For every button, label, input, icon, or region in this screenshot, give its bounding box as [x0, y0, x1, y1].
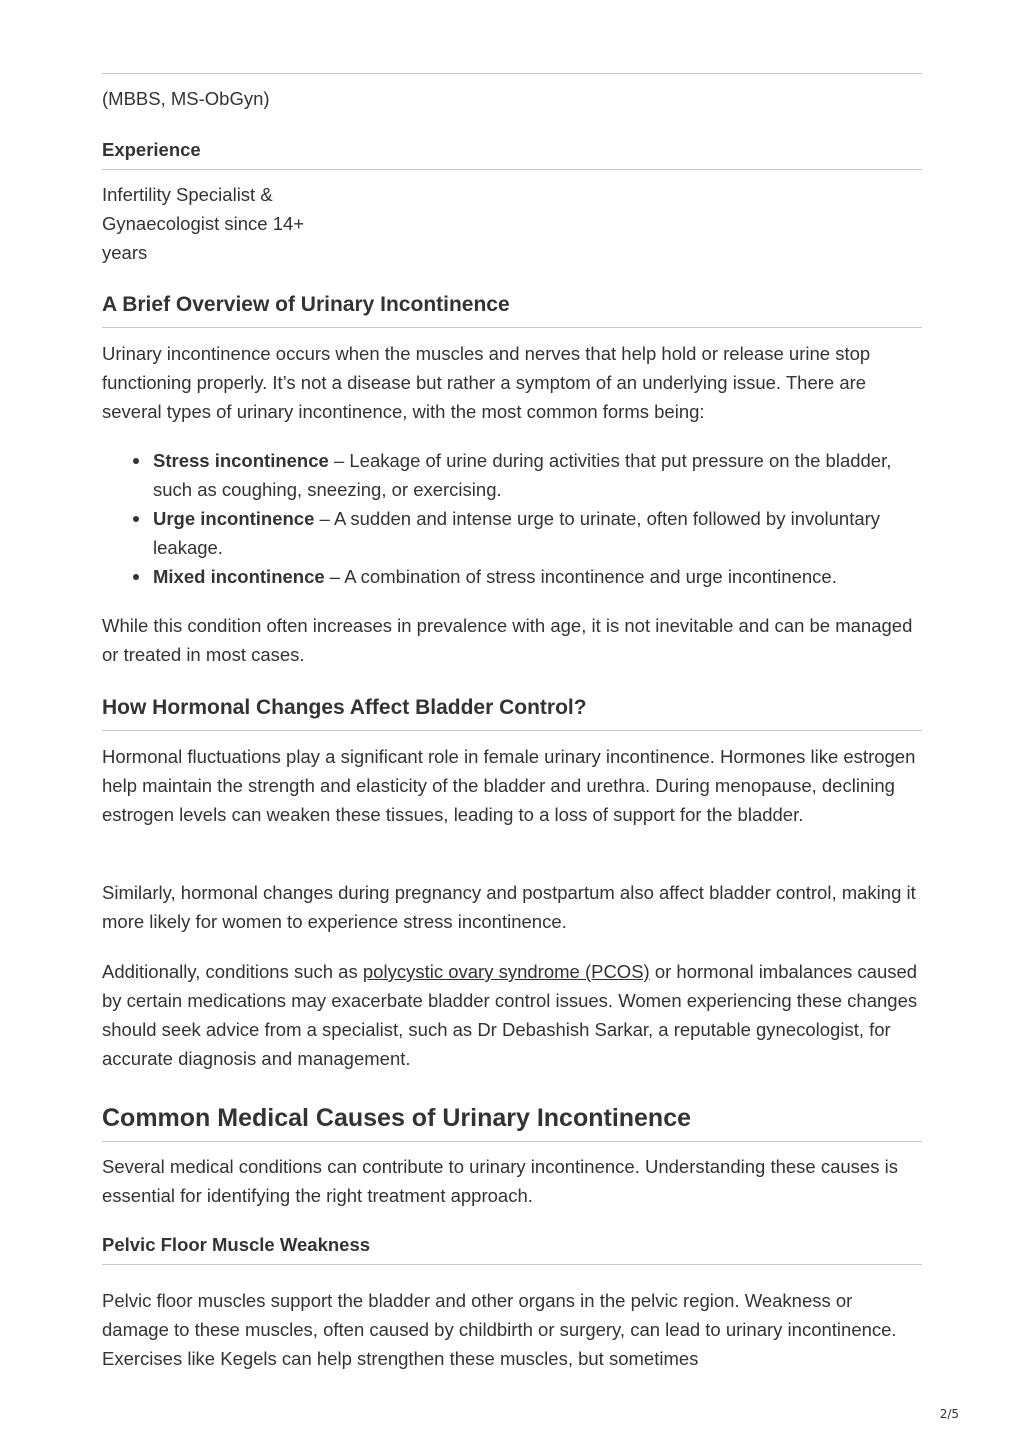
overview-intro: Urinary incontinence occurs when the muscles and nerves that help hold or release urine stop functioning properly. It’s not a disease but rather a symptom of an underlying issue. There are several types of urinary incontinence, with the most common forms being: [102, 343, 871, 422]
experience-text [102, 180, 402, 267]
divider [102, 1264, 922, 1265]
section-heading-overview: A Brief Overview of Urinary Incontinence [102, 293, 510, 316]
bullet-icon [133, 458, 139, 464]
list-item-text: – A sudden and intense urge to urinate, often followed by involuntary leakage. [153, 508, 881, 558]
divider [102, 169, 922, 170]
section-heading-medical-causes: Common Medical Causes of Urinary Incontinence [102, 1104, 692, 1132]
subsection-heading-pelvic-floor: Pelvic Floor Muscle Weakness [102, 1234, 371, 1255]
bullet-icon [133, 574, 139, 580]
divider [102, 1141, 922, 1142]
experience-line: Infertility Specialist & [102, 184, 273, 205]
list-item-term: Urge incontinence [153, 508, 315, 529]
list-item [102, 446, 922, 504]
pcos-link[interactable]: polycystic ovary syndrome (PCOS) [362, 961, 650, 982]
list-item [102, 562, 922, 591]
divider [102, 730, 922, 731]
bullet-icon [133, 516, 139, 522]
overview-closing: While this condition often increases in prevalence with age, it is not inevitable and can be managed or treated in most cases. [102, 615, 913, 665]
list-item-term: Mixed incontinence [153, 566, 325, 587]
page-number: 2/5 [939, 1407, 959, 1421]
hormonal-paragraph-1: Hormonal fluctuations play a significant role in female urinary incontinence. Hormones like estrogen help maintain the strength and elasticity of the bladder and urethra. During menopause, declining estrogen levels can weaken these tissues, leading to a loss of support for the bladder. [102, 746, 916, 825]
divider [102, 327, 922, 328]
section-heading-hormonal: How Hormonal Changes Affect Bladder Control? [102, 696, 587, 719]
hormonal-paragraph-2: Similarly, hormonal changes during pregnancy and postpartum also affect bladder control, making it more likely for women to experience stress incontinence. [102, 882, 916, 932]
list-item-text: – Leakage of urine during activities that put pressure on the bladder, such as coughing, sneezing, or exercising. [153, 450, 892, 500]
paragraph-text: or hormonal imbalances caused by certain medications may exacerbate bladder control issues. Women experiencing these changes should seek advice from a specialist, such as Dr Debashish Sarkar, a reputable gynecologist, for accurate diagnosis and management. [102, 961, 918, 1069]
experience-line: Gynaecologist since 14+ [102, 213, 305, 234]
credentials-text: (MBBS, MS-ObGyn) [102, 88, 270, 109]
experience-heading: Experience [102, 139, 201, 160]
incontinence-types-list [102, 446, 922, 591]
paragraph-text: Additionally, conditions such as [102, 961, 363, 982]
pelvic-floor-text: Pelvic floor muscles support the bladder and other organs in the pelvic region. Weakness or damage to these muscles, often caused by childbirth or surgery, can lead to urinary incontinence. Exercises like Kegels can help strengthen these muscles, but sometimes [102, 1290, 897, 1369]
divider [102, 73, 922, 74]
list-item-term: Stress incontinence [153, 450, 329, 471]
medical-causes-intro: Several medical conditions can contribute to urinary incontinence. Understanding these causes is essential for identifying the right treatment approach. [102, 1156, 898, 1206]
experience-line: years [102, 242, 148, 263]
hormonal-paragraph-3 [102, 957, 922, 1073]
list-item [102, 504, 922, 562]
list-item-text: – A combination of stress incontinence and urge incontinence. [324, 566, 837, 587]
